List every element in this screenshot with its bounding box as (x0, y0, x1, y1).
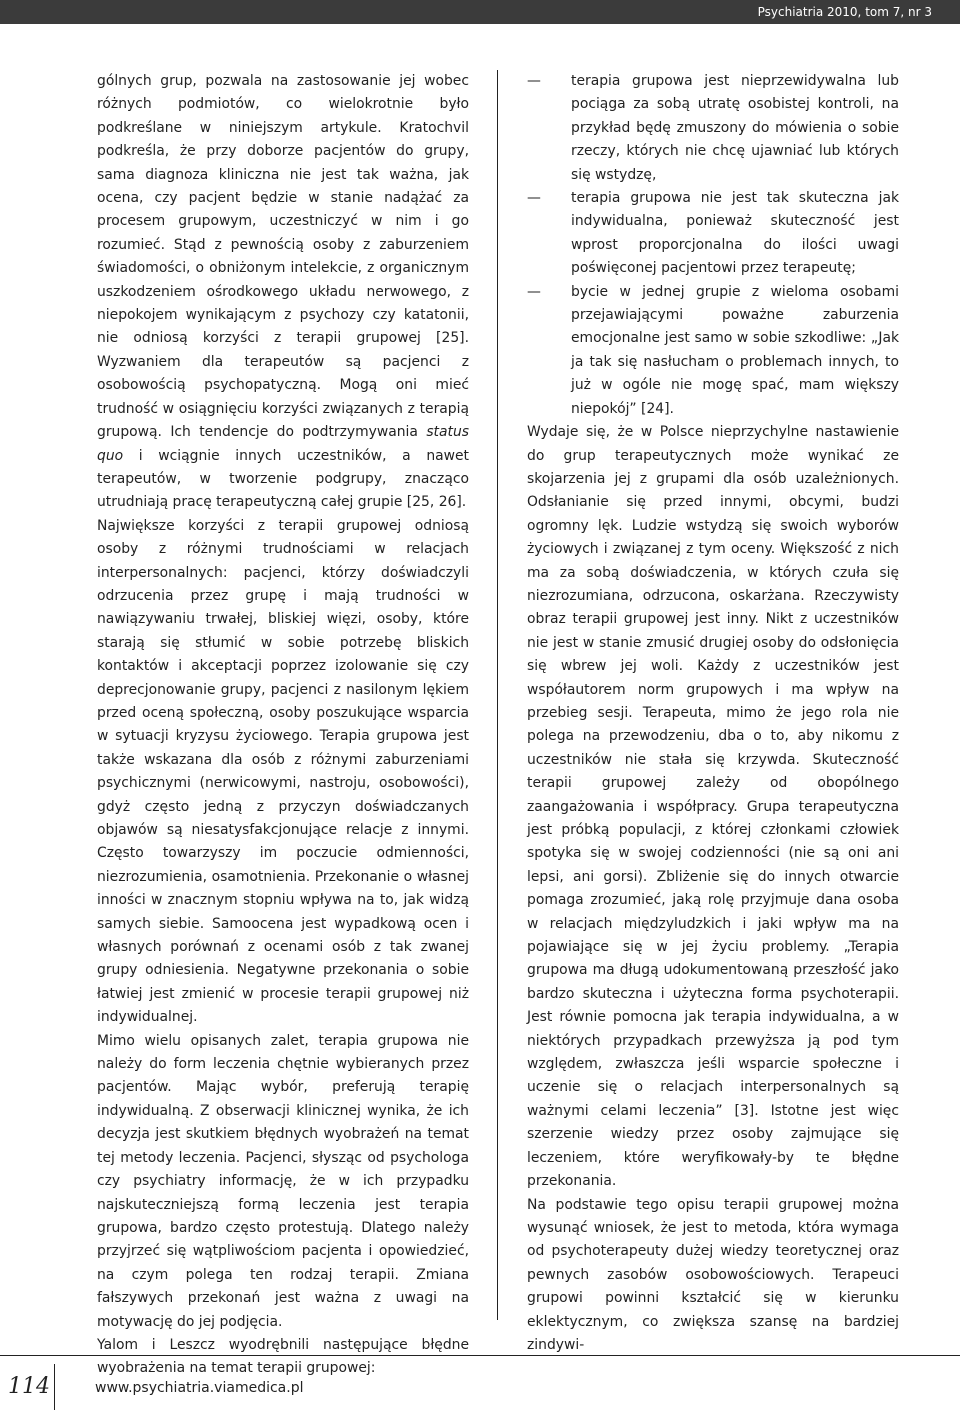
misconception-list (527, 70, 899, 421)
paragraph: Na podstawie tego opisu terapii grupowej można wysunąć wniosek, że jest to metoda, która wymaga od psychoterapeuty dużej wiedzy teoretycznej oraz pewnych zasobów osobowościowych. Terapeuci grupowi powinni kształcić się w kierunku eklektycznym, co zwiększa szansę na bardziej zindywi- (527, 1196, 899, 1353)
running-title: Psychiatria 2010, tom 7, nr 3 (757, 5, 932, 19)
paragraph (97, 70, 469, 515)
list-item: — bycie w jednej grupie z wieloma osobami przejawiającymi poważne zaburzenia emocjonalne jest samo w sobie szkodliwe: „Jak ja tak się nasłucham o problemach innych, to już w ogóle nie mogę spać, mam większy niepokój” [24]. (527, 281, 899, 421)
page-number: 114 (8, 1374, 50, 1399)
text-run: gólnych grup, pozwala na zastosowanie jej wobec różnych podmiotów, co wielokrotnie było podkreślane w niniejszym artykule. Kratochvil podkreśla, że przy doborze pacjentów do grupy, sama diagnoza kliniczna nie jest tak ważna, jak ocena, czy pacjent będzie w stanie nadążać za procesem grupowym, uczestniczyć w nim i go rozumieć. Stąd z pewnością osoby z zaburzeniem świadomości, o obniżonym intelekcie, z organicznym uszkodzeniem ośrodkowego układu nerwowego, z niepokojem wynikającym z psychozy czy katatonii, nie odniosą korzyści z terapii grupowej [25]. Wyzwaniem dla terapeutów są pacjenci z osobowością psychopatyczną. Mogą oni mieć trudność w osiągnięciu korzyści związanych z terapią grupową. Ich tendencje do podtrzymywania (97, 73, 469, 441)
page-number-divider (54, 1364, 55, 1410)
list-item: — terapia grupowa nie jest tak skuteczna jak indywidualna, ponieważ skuteczność jest wprost proporcjonalna do ilości uwagi poświęconej pacjentowi przez terapeutę; (527, 187, 899, 281)
list-item: — terapia grupowa jest nieprzewidywalna lub pociąga za sobą utratę osobistej kontroli, na przykład będę zmuszony do mówienia o sobie rzeczy, których nie chcę ujawniać lub których się wstydzę, (527, 70, 899, 187)
paragraph: Wydaje się, że w Polsce nieprzychylne nastawienie do grup terapeutycznych może wynikać ze skojarzenia jej z grupami dla osób uzależnionych. Odsłanianie się przed innymi, obcymi, budzi ogromny lęk. Ludzie wstydzą się swoich wyborów życiowych i związanej z tym oceny. Większość z nich ma za sobą doświadczenia, w których czuła się niezrozumiana, odrzucona, oskarżana. Rzeczywisty obraz terapii grupowej jest inny. Nikt z uczestników nie jest w stanie zmusić drugiej osoby do odsłonięcia się wbrew jej woli. Każdy z uczestników jest współautorem norm grupowych i ma wpływ na przebieg sesji. Terapeuta, mimo że jego rola nie polega na przewodzeniu, dba o to, aby nikomu z uczestników nie stała się krzywda. Skuteczność terapii grupowej zależy od obopólnego zaangażowania i współpracy. Grupa terapeutyczna jest próbką populacji, z której członkami człowiek spotyka się w swojej codzienności (nie są oni ani lepsi, ani gorsi). Zbliżenie się do innych otwarcie pomaga zrozumieć, jaką rolę przyjmuje dana osoba w relacjach międzyludzkich i jaki wpływ ma na pojawiające się w jej życiu problemy. „Terapia grupowa ma długą udokumentowaną przeszłość jako bardzo skuteczna i użyteczna forma psychoterapii. Jest równie pomocna jak terapia indywidualna, a w niektórych przypadkach przewyższa ją pod tym względem, zwłaszcza jeśli wsparcie społeczne i uczenie się o relacjach interpersonalnych są ważnymi celami leczenia” [3]. Istotne jest więc szerzenie wiedzy przez osoby zajmujące się leczeniem, które weryfikowały-by te błędne przekonania. (527, 424, 899, 1190)
column-divider (497, 70, 498, 1320)
paragraph: Yalom i Leszcz wyodrębnili następujące błędne wyobrażenia na temat terapii grupowej: (97, 1336, 469, 1377)
footer-url: www.psychiatria.viamedica.pl (95, 1380, 304, 1396)
paragraph: Mimo wielu opisanych zalet, terapia grupowa nie należy do form leczenia chętnie wybieranych przez pacjentów. Mając wybór, preferują terapię indywidualną. Z obserwacji klinicznej wynika, że ich decyzja jest skutkiem błędnych wyobrażeń na temat tej metody leczenia. Pacjenci, słysząc od psychologa czy psychiatry informację, że w ich przypadku najskuteczniejszą formą leczenia jest terapia grupowa, bardzo często protestują. Dlatego należy przyjrzeć się wątpliwościom pacjenta i opowiedzieć, na czym polega ten rodzaj terapii. Zmiana fałszywych przekonań jest ważna z uwagi na motywację do jej podjęcia. (97, 1032, 469, 1330)
right-column (527, 70, 899, 1357)
text-run: i wciągnie innych uczestników, a nawet terapeutów, w tworzenie podgrupy, znacząco utrudniają pracę terapeutyczną całej grupie [25, 26]. (97, 447, 469, 511)
running-header (0, 0, 960, 24)
footer-rule (0, 1355, 960, 1356)
left-column (97, 70, 469, 1381)
paragraph: Największe korzyści z terapii grupowej odniosą osoby z różnymi trudnościami w relacjach interpersonalnych: pacjenci, którzy doświadczyli odrzucenia przez grupę i mają trudności w nawiązywaniu trwałej, bliskiej więzi, osoby, które starają się stłumić w sobie potrzebę bliskich kontaktów i akceptacji poprzez izolowanie się czy deprecjonowanie grupy, pacjenci z nasilonym lękiem przed oceną społeczną, osoby poszukujące wsparcia w sytuacji kryzysu życiowego. Terapia grupowa jest także wskazana dla osób z różnymi zaburzeniami psychicznymi (nerwicowymi, nastroju, osobowości), gdyż często jedną z przyczyn doświadczanych objawów są niesatysfakcjonujące relacje z innymi. Często towarzyszy im poczucie odmienności, niezrozumienia, osamotnienia. Przekonanie o własnej inności w znacznym stopniu wpływa na to, jak widzą samych siebie. Samoocena jest wypadkową ocen i własnych porównań z ocenami osób z tak zwanej grupy odniesienia. Negatywne przekonania o sobie łatwiej jest zmienić w procesie terapii grupowej niż indywidualnej. (97, 517, 469, 1026)
italic-term: status quo (97, 424, 469, 464)
